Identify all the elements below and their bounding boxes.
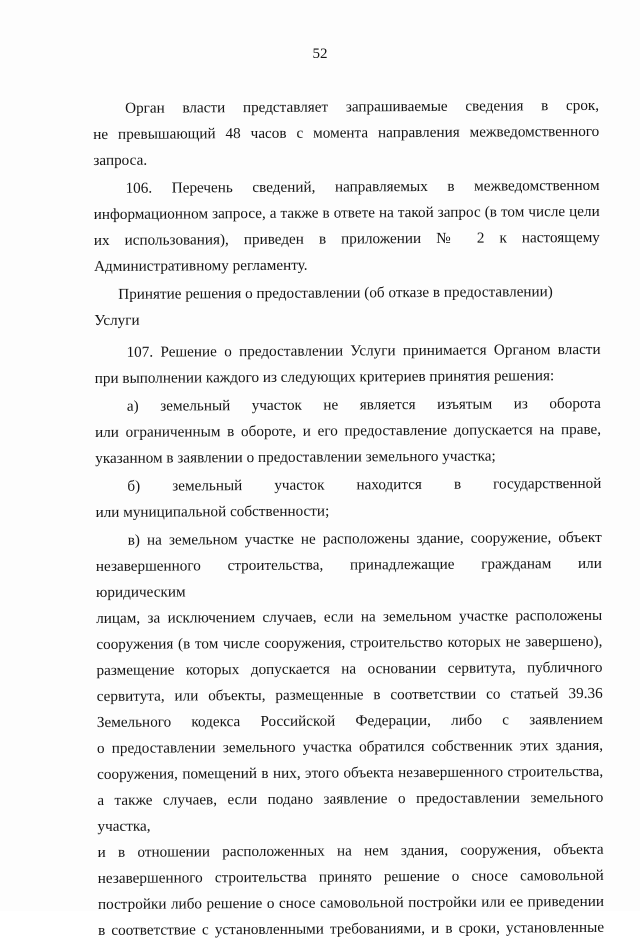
text-line: их использования), приведен в приложении № 2 к настоящему (93, 228, 600, 249)
text-line: а также случаев, если подано заявление о предоставлении земельного участка, (97, 788, 604, 835)
paragraph-106 (93, 173, 600, 280)
text-line: в) на земельном участке не расположены здание, сооружение, объект (127, 528, 602, 549)
text-line: информационном запросе, а также в ответе на такой запрос (в том числе цели (93, 202, 600, 223)
paragraph-request-response (93, 93, 599, 174)
page-number: 52 (312, 46, 328, 62)
text-line: 106. Перечень сведений, направляемых в межведомственном (125, 176, 600, 197)
text-line: Орган власти представляет запрашиваемые сведения в срок, (125, 96, 600, 117)
text-line: в соответствие с установленными требованиями, и в сроки, установленные (98, 918, 605, 939)
text-line: сервитута, или объекты, размещенные в соответствии со статьей 39.36 (96, 684, 603, 705)
text-line: 107. Решение о предоставлении Услуги принимается Органом власти (126, 340, 601, 361)
text-line: постройки либо решение о сносе самовольной постройки или ее приведении (97, 892, 604, 913)
text-line: незавершенного строительства, принадлежащие гражданам или юридическим (95, 554, 602, 601)
criterion-a (95, 391, 601, 472)
text-line: не превышающий 48 часов с момента направления межведомственного (93, 122, 600, 143)
text-line: запроса. (93, 151, 148, 169)
text-line: а) земельный участок не является изъятым из оборота (126, 394, 601, 415)
text-line: лицам, за исключением случаев, если на земельном участке расположены (96, 606, 603, 627)
text-line: или ограниченным в обороте, и его предоставление допускается на праве, (95, 420, 602, 441)
text-line: сооружения, помещений в них, этого объекта незавершенного строительства, (97, 762, 604, 783)
text-line: Земельного кодекса Российской Федерации, либо с заявлением (96, 710, 603, 731)
text-line: сооружения (в том числе сооружения, строительство которых не завершено), (96, 632, 603, 653)
text-line: о предоставлении земельного участка обратился собственник этих здания, (96, 736, 604, 757)
text-line: незавершенного строительства принято решение о сносе самовольной (97, 866, 604, 887)
text-line: размещение которых допускается на основании сервитута, публичного (96, 658, 603, 679)
document-body (93, 93, 604, 944)
text-line: Административному регламенту. (93, 256, 308, 275)
text-line: и в отношении расположенных на нем здания, сооружения, объекта (97, 840, 604, 861)
criterion-b (95, 471, 601, 526)
criterion-v (96, 525, 605, 944)
text-line: указанном в заявлении о предоставлении земельного участка; (95, 447, 496, 467)
text-line: б) земельный участок находится в государственной (127, 474, 602, 495)
text-line: при выполнении каждого из следующих критериев принятия решения: (94, 367, 555, 387)
paragraph-107 (94, 337, 600, 392)
text-line: или муниципальной собственности; (95, 502, 330, 521)
section-heading: Принятие решения о предоставлении (об отказе в предоставлении) Услуги (94, 283, 553, 329)
